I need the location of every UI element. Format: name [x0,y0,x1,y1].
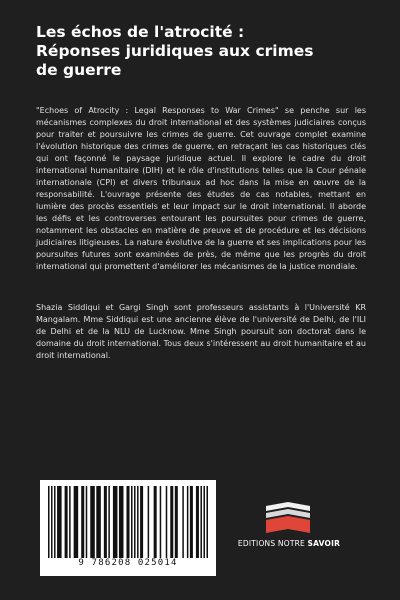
isbn-number: 9 786208 025014 [78,558,178,568]
publisher-name [228,539,350,548]
barcode-bar [140,486,143,558]
barcode-bar [119,486,124,558]
barcode-bar [86,486,88,558]
barcode-bar [148,486,150,558]
barcode-bar [175,486,178,558]
barcode-bar [104,486,107,558]
barcode-bar [54,486,56,558]
barcode-bar [48,486,50,558]
book-title-line-3: de guerre [36,61,122,79]
barcode-bar [166,486,168,558]
barcode-bar [96,486,101,558]
barcode-bar [187,486,189,558]
barcode-bar [170,486,173,558]
barcode [40,480,216,576]
barcode-bar [160,486,162,558]
barcode-bar [126,486,129,558]
barcode-bar [200,486,202,558]
barcode-bars [48,486,208,558]
barcode-bar [108,486,110,558]
barcode-bar [206,486,208,558]
barcode-bar [196,486,199,558]
publisher-brand: SAVOIR [307,539,341,548]
barcode-bar [69,486,71,558]
barcode-bar [81,486,84,558]
author-bio: Shazia Siddiqui et Gargi Singh sont professeurs assistants à l'Université KR Mangalam. Mme Siddiqui est une ancienne élève de l'université de Delhi, de l'ILI de Delhi et de la NLU de Lucknow. Mme Singh poursuit son doctorat dans le domaine du droit international. Tous deux s'intéressent au droit humanitaire et au droit international. [36,303,366,360]
book-description: "Echoes of Atrocity : Legal Responses to War Crimes" se penche sur les mécanismes complexes du droit international et des systèmes judiciaires conçus pour traiter et poursuivre les crimes de guerre. Cet ouvrage complet examine l'évolution historique des crimes de guerre, en retraçant les cas historiques clés qui ont façonné le paysage juridique actuel. Il explore le cadre du droit international humanitaire (DIH) et le rôle d'institutions telles que la Cour pénale internationale (CPI) et divers tribunaux ad hoc dans la mise en œuvre de la responsabilité. L'ouvrage présente des études de cas notables, mettant en lumière des procès essentiels et leur impact sur le droit international. Il aborde les défis et les controverses entourant les poursuites pour crimes de guerre, notamment les obstacles en matière de preuve et de procédure et les décisions judiciaires litigieuses. La nature évolutive de la guerre et ses implications pour les poursuites futures sont examinées de près, de même que les progrès du droit international qui promettent d'améliorer les mécanismes de la justice mondiale. [36,106,366,271]
stacked-books-logo-icon [258,502,318,534]
barcode-bar [137,486,139,558]
book-title [36,23,376,80]
barcode-bar [65,486,68,558]
book-title-line-1: Les échos de l'atrocité : [36,23,245,41]
barcode-bar [131,486,133,558]
barcode-bar [57,486,62,558]
barcode-bar [182,486,184,558]
barcode-bar [90,486,95,558]
barcode-bar [51,486,53,558]
barcode-bar [203,486,205,558]
barcode-bar [190,486,193,558]
book-title-line-2: Réponses juridiques aux crimes [36,42,314,60]
barcode-bar [113,486,118,558]
publisher-prefix: EDITIONS NOTRE [237,539,305,548]
barcode-bar [74,486,79,558]
barcode-bar [154,486,157,558]
barcode-bar [134,486,136,558]
